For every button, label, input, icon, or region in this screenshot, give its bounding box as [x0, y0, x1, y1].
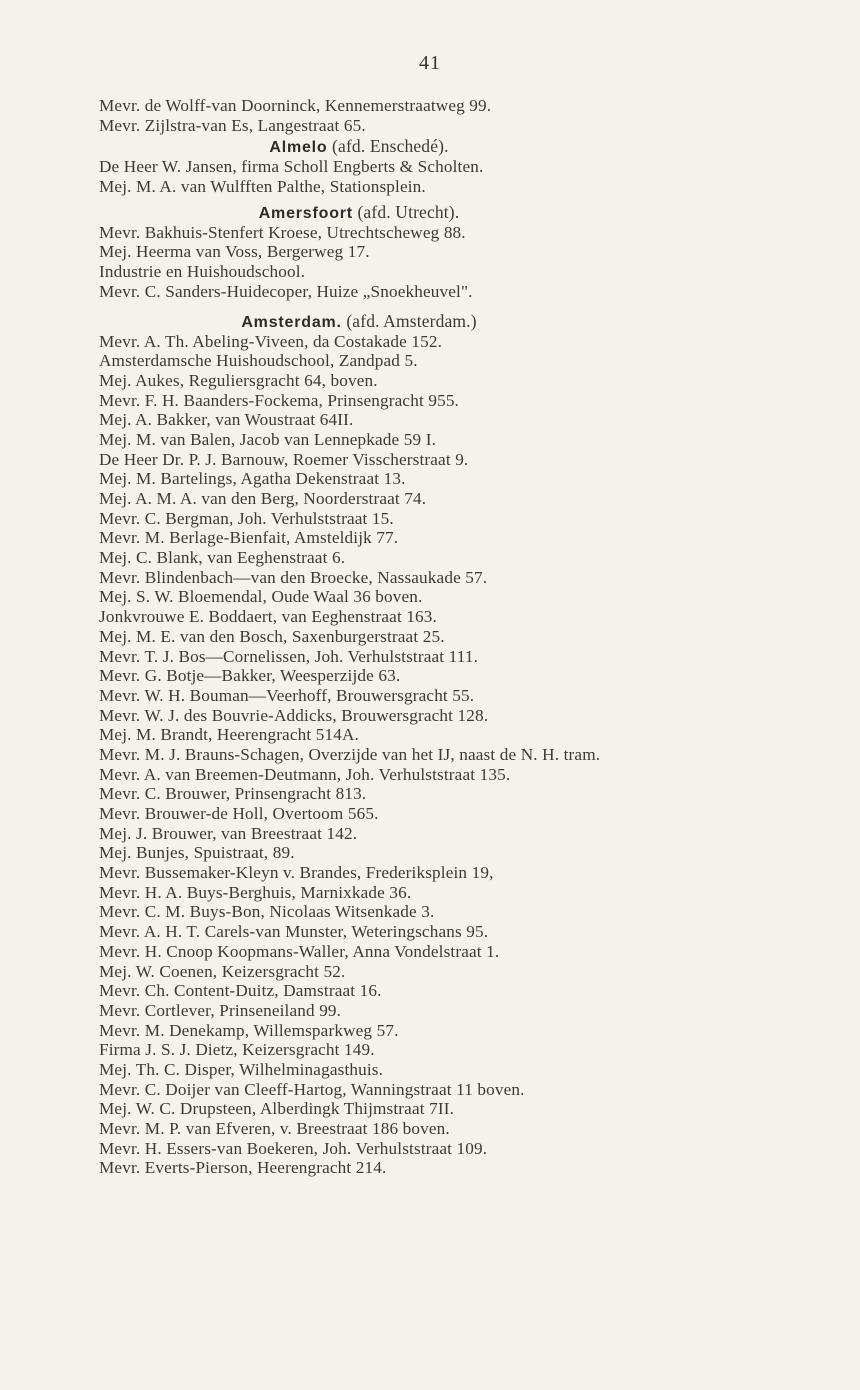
page-number: 41	[419, 52, 441, 74]
list-item: Mevr. G. Botje—Bakker, Weesperzijde 63.	[99, 666, 401, 686]
list-item: Mevr. A. Th. Abeling-Viveen, da Costakade 152.	[99, 331, 443, 351]
list-item: Mevr. Brouwer-de Holl, Overtoom 565.	[99, 804, 379, 823]
section-intro	[99, 96, 799, 135]
list-item: Mevr. A. van Breemen-Deutmann, Joh. Verhulststraat 135.	[99, 764, 511, 784]
section-heading	[99, 135, 619, 157]
list-item: Jonkvrouwe E. Boddaert, van Eeghenstraat 163.	[99, 607, 437, 627]
list-item: Mevr. C. M. Buys-Bon, Nicolaas Witsenkade 3.	[99, 902, 435, 922]
list-item: Mej. A. Bakker, van Woustraat 64II.	[99, 410, 354, 430]
list-item: Mevr. F. H. Baanders-Fockema, Prinsengracht 955.	[99, 390, 460, 410]
list-item: Mevr. C. Doijer van Cleeff-Hartog, Wanningstraat 11 boven.	[99, 1079, 525, 1099]
list-item: Mej. Th. C. Disper, Wilhelminagasthuis.	[99, 1059, 384, 1079]
section-amersfoort	[99, 201, 799, 302]
list-item: Mevr. M. Denekamp, Willemsparkweg 57.	[99, 1020, 399, 1040]
list-item: Mej. Bunjes, Spuistraat, 89.	[99, 843, 295, 863]
list-item: Mevr. A. H. T. Carels-van Munster, Weteringschans 95.	[99, 922, 489, 942]
list-item: Mevr. H. Essers-van Boekeren, Joh. Verhulststraat 109.	[99, 1138, 488, 1158]
list-item: Mej. Heerma van Voss, Bergerweg 17.	[99, 242, 370, 262]
list-item: Mej. S. W. Bloemendal, Oude Waal 36 boven.	[99, 587, 423, 607]
list-item: Mevr. W. J. des Bouvrie-Addicks, Brouwersgracht 128.	[99, 705, 489, 725]
list-item: Mej. M. Brandt, Heerengracht 514A.	[99, 725, 359, 745]
list-item: Mevr. H. Cnoop Koopmans-Waller, Anna Vondelstraat 1.	[99, 941, 500, 961]
section-almelo	[99, 135, 799, 196]
list-item: Mej. M. E. van den Bosch, Saxenburgerstraat 25.	[99, 626, 445, 646]
list-item: Mej. Aukes, Reguliersgracht 64, boven.	[99, 370, 378, 390]
list-item: Mej. C. Blank, van Eeghenstraat 6.	[99, 548, 346, 568]
list-item: De Heer W. Jansen, firma Scholl Engberts & Scholten.	[99, 157, 484, 177]
list-item: Mevr. C. Brouwer, Prinsengracht 813.	[99, 784, 367, 804]
list-item: Mevr. Bakhuis-Stenfert Kroese, Utrechtscheweg 88.	[99, 222, 466, 242]
section-heading	[99, 310, 619, 332]
list-item: Mevr. Zijlstra-van Es, Langestraat 65.	[99, 115, 366, 135]
list-item: Mevr. de Wolff-van Doorninck, Kennemerstraatweg 99.	[99, 96, 492, 115]
section-heading	[99, 201, 619, 223]
list-item: Mej. W. Coenen, Keizersgracht 52.	[99, 961, 346, 981]
city-name: Almelo	[269, 139, 328, 157]
list-item: Mevr. T. J. Bos—Cornelissen, Joh. Verhulststraat 111.	[99, 646, 479, 666]
list-item: Mej. M. A. van Wulfften Palthe, Stationsplein.	[99, 177, 426, 197]
department-label: (afd. Enschedé).	[332, 136, 449, 157]
section-amsterdam	[99, 310, 799, 1179]
list-item: Mevr. H. A. Buys-Berghuis, Marnixkade 36.	[99, 882, 412, 902]
list-item: Mevr. Cortlever, Prinseneiland 99.	[99, 1000, 342, 1020]
list-item: Mevr. C. Sanders-Huidecoper, Huize „Snoekheuvel".	[99, 281, 473, 301]
list-item: Firma J. S. J. Dietz, Keizersgracht 149.	[99, 1040, 375, 1060]
list-item: Mevr. W. H. Bouman—Veerhoff, Brouwersgracht 55.	[99, 685, 475, 705]
department-label: (afd. Utrecht).	[357, 201, 460, 222]
list-item: Mevr. Bussemaker-Kleyn v. Brandes, Frederiksplein 19,	[99, 863, 494, 883]
city-name: Amersfoort	[258, 204, 353, 222]
list-item: Mevr. Blindenbach—van den Broecke, Nassaukade 57.	[99, 567, 488, 587]
list-item: Mej. M. Bartelings, Agatha Dekenstraat 13.	[99, 469, 406, 489]
city-name: Amsterdam.	[241, 313, 342, 331]
list-item: Mej. J. Brouwer, van Breestraat 142.	[99, 823, 358, 843]
address-list	[99, 96, 799, 1178]
department-label: (afd. Amsterdam.)	[346, 310, 477, 331]
list-item: Mej. A. M. A. van den Berg, Noorderstraat 74.	[99, 489, 427, 508]
list-item: Mevr. Everts-Pierson, Heerengracht 214.	[99, 1158, 387, 1178]
list-item: De Heer Dr. P. J. Barnouw, Roemer Visscherstraat 9.	[99, 449, 469, 469]
list-item: Mej. M. van Balen, Jacob van Lennepkade 59 I.	[99, 429, 437, 449]
list-item: Mevr. Ch. Content-Duitz, Damstraat 16.	[99, 981, 382, 1001]
list-item: Industrie en Huishoudschool.	[99, 262, 306, 282]
list-item: Mevr. C. Bergman, Joh. Verhulststraat 15.	[99, 508, 394, 528]
list-item: Amsterdamsche Huishoudschool, Zandpad 5.	[99, 351, 418, 371]
list-item: Mej. W. C. Drupsteen, Alberdingk Thijmstraat 7II.	[99, 1099, 455, 1119]
list-item: Mevr. M. Berlage-Bienfait, Amsteldijk 77.	[99, 528, 399, 548]
list-item: Mevr. M. P. van Efveren, v. Breestraat 186 boven.	[99, 1119, 450, 1138]
list-item: Mevr. M. J. Brauns-Schagen, Overzijde van het IJ, naast de N. H. tram.	[99, 744, 601, 764]
